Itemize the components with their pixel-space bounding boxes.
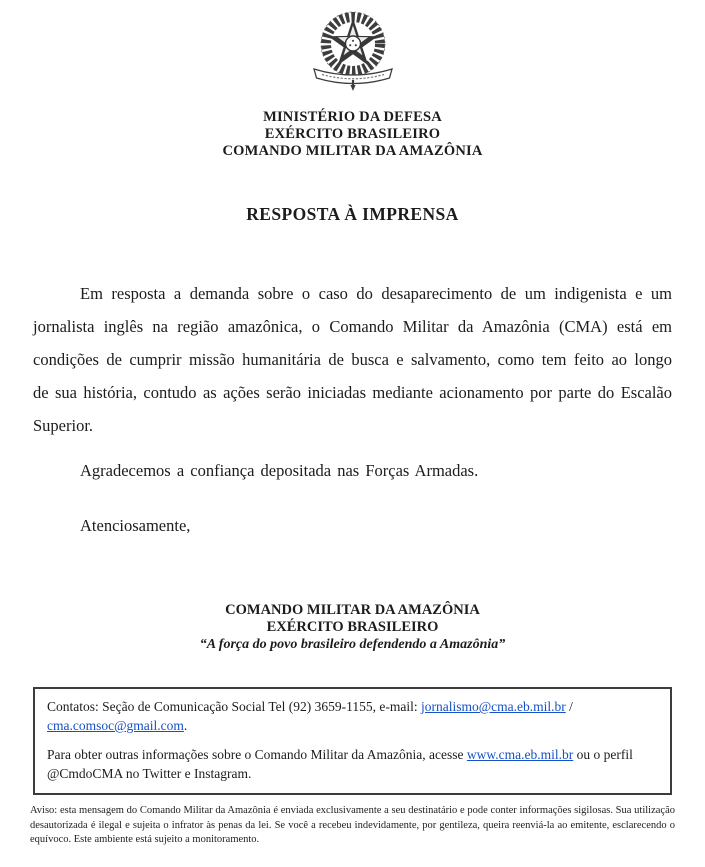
website-link[interactable]: www.cma.eb.mil.br: [466, 747, 574, 762]
email-link-jornalismo[interactable]: jornalismo@cma.eb.mil.br: [420, 699, 566, 714]
contact-prefix: Contatos: Seção de Comunicação Social Tel (92) 3659-1155, e-mail:: [47, 699, 421, 714]
email-link-gmail[interactable]: cma.comsoc@gmail.com: [47, 718, 184, 733]
thanks-paragraph: Agradecemos a confiança depositada nas Forças Armadas.: [80, 461, 479, 480]
email-separator: /: [565, 699, 573, 714]
footer-disclaimer: Aviso: esta mensagem do Comando Militar da Amazônia é enviada exclusivamente a seu destinatário e pode conter informações sigilosas. Sua utilização desautorizada é ilegal e sujeita o infrator às penas da lei. Se você a recebeu indevidamente, por gentileza, queira reenviá-la ao emitente, esclarecendo o equívoco. Este ambiente está sujeito a monitoramento.: [30, 805, 675, 845]
command-line: COMANDO MILITAR DA AMAZÔNIA: [222, 143, 483, 159]
signature-army: EXÉRCITO BRASILEIRO: [266, 619, 439, 635]
brazil-coat-of-arms-icon: [300, 8, 406, 92]
press-response-title: RESPOSTA À IMPRENSA: [246, 204, 459, 224]
letterhead: [33, 109, 672, 160]
ministry-line: MINISTÉRIO DA DEFESA: [263, 109, 442, 125]
info-prefix: Para obter outras informações sobre o Comando Militar da Amazônia, acesse: [47, 747, 467, 762]
contact-period: .: [183, 718, 188, 733]
signature-command: COMANDO MILITAR DA AMAZÔNIA: [225, 602, 480, 618]
signature-block: [33, 602, 672, 653]
info-suffix: ou o perfil @CmdoCMA no Twitter e Instagram.: [47, 747, 633, 781]
signature-motto: “A força do povo brasileiro defendendo a Amazônia”: [199, 637, 506, 652]
contact-line: [47, 697, 658, 735]
contact-box: [33, 687, 672, 795]
army-line: EXÉRCITO BRASILEIRO: [264, 126, 441, 142]
info-line: [47, 745, 658, 783]
closing-salutation: Atenciosamente,: [80, 516, 191, 535]
crest-container: [33, 6, 672, 97]
body-paragraph: Em resposta a demanda sobre o caso do desaparecimento de um indigenista e um jornalista inglês na região amazônica, o Comando Militar da Amazônia (CMA) está em condições de cumprir missão humanitária de busca e salvamento, como tem feito ao longo de sua história, contudo as ações serão iniciadas mediante acionamento por parte do Escalão Superior.: [33, 284, 672, 435]
